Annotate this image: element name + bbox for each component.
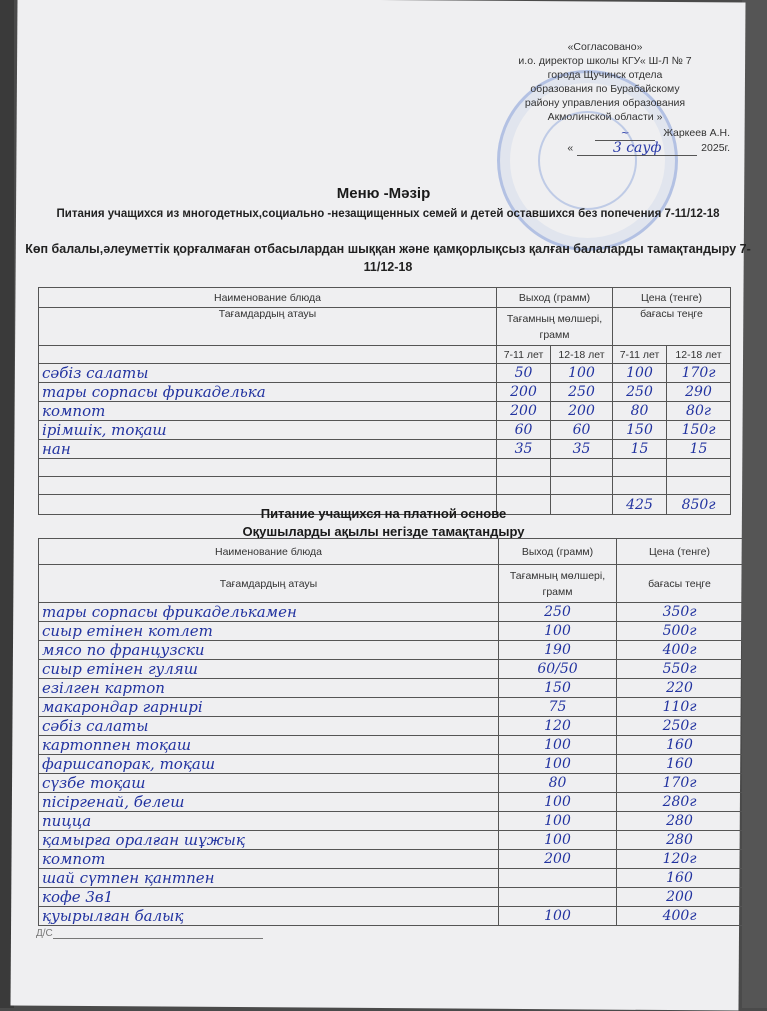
dish-name: компот <box>39 850 499 869</box>
price: 160 <box>617 736 743 755</box>
age-header: 7-11 лет <box>497 346 551 364</box>
table-row <box>39 459 731 477</box>
date-year: 2025г. <box>701 142 730 154</box>
price: 170г <box>617 774 743 793</box>
dish-name <box>39 477 497 495</box>
price: 400г <box>617 907 743 926</box>
output: 250 <box>499 603 617 622</box>
dish-name: пицца <box>39 812 499 831</box>
output: 100 <box>499 622 617 641</box>
header-price-ru: Цена (тенге) <box>613 288 731 308</box>
table-row <box>39 698 743 717</box>
dish-name: макарондар гарнирі <box>39 698 499 717</box>
date-handwritten: 3 сауф <box>577 141 697 156</box>
output-12-18: 35 <box>551 440 613 459</box>
price: 200 <box>617 888 743 907</box>
price: 280 <box>617 831 743 850</box>
dish-name <box>39 459 497 477</box>
dish-name: тары сорпасы фрикаделька <box>39 383 497 402</box>
price: 500г <box>617 622 743 641</box>
price-7-11: 15 <box>613 440 667 459</box>
price-12-18: 15 <box>667 440 731 459</box>
output-12-18: 100 <box>551 364 613 383</box>
signature: ~ <box>595 126 655 141</box>
price-12-18 <box>667 477 731 495</box>
dish-name: тары сорпасы фрикаделькамен <box>39 603 499 622</box>
price: 280г <box>617 793 743 812</box>
table-row <box>39 812 743 831</box>
header-output-kz: Тағамның мөлшері, грамм <box>499 565 617 603</box>
page-title: Меню -Мәзір <box>336 185 431 202</box>
price-7-11: 150 <box>613 421 667 440</box>
output-12-18: 250 <box>551 383 613 402</box>
price-12-18: 290 <box>667 383 731 402</box>
output: 100 <box>499 736 617 755</box>
table-row <box>39 907 743 926</box>
section2-title-ru: Питание учащихся на платной основе <box>260 506 507 521</box>
output-7-11 <box>497 459 551 477</box>
table-row <box>39 622 743 641</box>
output: 190 <box>499 641 617 660</box>
price-7-11: 100 <box>613 364 667 383</box>
approval-line: «Согласовано» <box>567 41 643 53</box>
price: 160 <box>617 755 743 774</box>
approval-line: району управления образования <box>524 97 686 109</box>
output: 60/50 <box>499 660 617 679</box>
age-header: 12-18 лет <box>551 346 613 364</box>
table-row <box>39 888 743 907</box>
approval-block <box>480 40 730 156</box>
output-12-18 <box>551 459 613 477</box>
approval-line: образования по Бурабайскому <box>530 83 680 95</box>
output-7-11: 35 <box>497 440 551 459</box>
dish-name: сәбіз салаты <box>39 364 497 383</box>
dish-name: фаршсапорак, тоқаш <box>39 755 499 774</box>
header-output-kz: Тағамның мөлшері, грамм <box>497 308 613 346</box>
table-row <box>39 679 743 698</box>
total-price-7-11: 425 <box>613 495 667 515</box>
background-right <box>742 0 767 1008</box>
dish-name: нан <box>39 440 497 459</box>
dish-name: езілген картоп <box>39 679 499 698</box>
price: 350г <box>617 603 743 622</box>
output-12-18: 200 <box>551 402 613 421</box>
menu-table-free <box>38 287 731 515</box>
header-name-ru: Наименование блюда <box>39 288 497 308</box>
dish-name: сүзбе тоқаш <box>39 774 499 793</box>
header-output-ru: Выход (грамм) <box>499 539 617 565</box>
output: 80 <box>499 774 617 793</box>
table-row <box>39 831 743 850</box>
price: 250г <box>617 717 743 736</box>
dish-name: сиыр етінен гуляш <box>39 660 499 679</box>
table-row <box>39 364 731 383</box>
output-7-11: 200 <box>497 402 551 421</box>
table-row <box>39 641 743 660</box>
price-7-11: 250 <box>613 383 667 402</box>
price-12-18 <box>667 459 731 477</box>
subtitle-ru: Питания учащихся из многодетных,социально -незащищенных семей и детей оставшихся без попечения 7-11/12-18 <box>56 208 720 220</box>
header-name-ru: Наименование блюда <box>39 539 499 565</box>
dish-name: пісіргенай, белеш <box>39 793 499 812</box>
output: 100 <box>499 831 617 850</box>
table-row <box>39 660 743 679</box>
signer-name: Жаркеев А.Н. <box>663 127 730 139</box>
dish-name: қуырылған балық <box>39 907 499 926</box>
approval-line: Акмолинской области » <box>547 111 663 123</box>
table-row <box>39 793 743 812</box>
dish-name: сиыр етінен котлет <box>39 622 499 641</box>
output: 120 <box>499 717 617 736</box>
output: 75 <box>499 698 617 717</box>
table-row <box>39 477 731 495</box>
header-output-ru: Выход (грамм) <box>497 288 613 308</box>
header-name-kz: Тағамдардың атауы <box>39 308 497 346</box>
dish-name: қамырға оралған шұжық <box>39 831 499 850</box>
dish-name: кофе 3в1 <box>39 888 499 907</box>
price-12-18: 80г <box>667 402 731 421</box>
dish-name: шай сүтпен қантпен <box>39 869 499 888</box>
table-row <box>39 402 731 421</box>
dish-name: мясо по французски <box>39 641 499 660</box>
table-row <box>39 774 743 793</box>
price: 220 <box>617 679 743 698</box>
price-12-18: 150г <box>667 421 731 440</box>
price-7-11 <box>613 459 667 477</box>
dish-name: ірімшік, тоқаш <box>39 421 497 440</box>
footer <box>36 928 263 939</box>
header-price-kz: бағасы теңге <box>617 565 743 603</box>
header-price-kz: бағасы теңге <box>613 308 731 346</box>
price-12-18: 170г <box>667 364 731 383</box>
price: 550г <box>617 660 743 679</box>
output-12-18: 60 <box>551 421 613 440</box>
section2-title-kz: Оқушыларды ақылы негізде тамақтандыру <box>242 524 525 539</box>
dish-name: сәбіз салаты <box>39 717 499 736</box>
table-row <box>39 440 731 459</box>
output: 200 <box>499 850 617 869</box>
total-price-12-18: 850г <box>667 495 731 515</box>
dish-name: картоппен тоқаш <box>39 736 499 755</box>
approval-line: и.о. директор школы КГУ« Ш-Л № 7 <box>518 55 692 67</box>
price-7-11 <box>613 477 667 495</box>
output: 100 <box>499 812 617 831</box>
table-row <box>39 421 731 440</box>
output-7-11: 60 <box>497 421 551 440</box>
date-quote: « <box>567 142 574 154</box>
output-7-11: 50 <box>497 364 551 383</box>
table-row <box>39 755 743 774</box>
approval-line: города Щучинск отдела <box>547 69 663 81</box>
price-7-11: 80 <box>613 402 667 421</box>
output: 100 <box>499 755 617 774</box>
price: 110г <box>617 698 743 717</box>
table-row <box>39 869 743 888</box>
output: 150 <box>499 679 617 698</box>
table-row <box>39 736 743 755</box>
price: 120г <box>617 850 743 869</box>
table-row <box>39 603 743 622</box>
menu-table-paid <box>38 538 743 926</box>
output: 100 <box>499 793 617 812</box>
price: 400г <box>617 641 743 660</box>
header-price-ru: Цена (тенге) <box>617 539 743 565</box>
table-row <box>39 383 731 402</box>
table-row <box>39 717 743 736</box>
output-7-11: 200 <box>497 383 551 402</box>
output-7-11 <box>497 477 551 495</box>
dish-name: компот <box>39 402 497 421</box>
output <box>499 869 617 888</box>
output <box>499 888 617 907</box>
output: 100 <box>499 907 617 926</box>
output-12-18 <box>551 477 613 495</box>
price: 280 <box>617 812 743 831</box>
header-name-kz: Тағамдардың атауы <box>39 565 499 603</box>
age-header: 7-11 лет <box>613 346 667 364</box>
subtitle-kz: Көп балалы,әлеуметтік қорғалмаған отбасылардан шыққан және қамқорлықсыз қалған балаларды тамақтандыру 7-11/12-18 <box>25 242 751 274</box>
footer-label: Д/С <box>36 928 53 939</box>
price: 160 <box>617 869 743 888</box>
age-header: 12-18 лет <box>667 346 731 364</box>
table-row <box>39 850 743 869</box>
